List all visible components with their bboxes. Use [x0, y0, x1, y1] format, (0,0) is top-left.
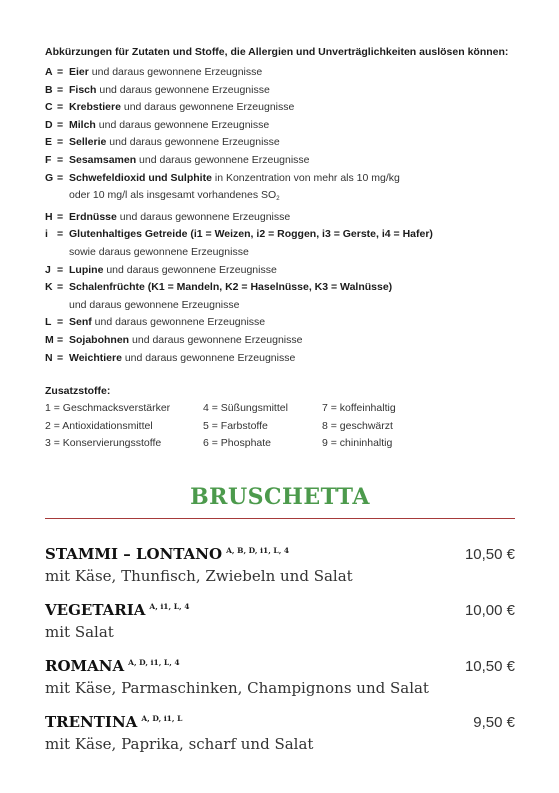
equals-sign: = [57, 171, 64, 184]
section-divider [45, 518, 515, 519]
allergen-desc [69, 64, 515, 82]
allergen-text: und daraus gewonnene Erzeugnisse [106, 136, 280, 149]
allergen-desc [69, 117, 515, 135]
allergen-text: und daraus gewonnene Erzeugnisse [91, 316, 266, 329]
additive-item: 3 = Konservierungsstoffe [45, 437, 162, 450]
allergen-code: B [45, 83, 53, 96]
allergen-row [45, 262, 515, 280]
equals-sign: = [57, 153, 64, 166]
allergen-name: Senf [69, 316, 92, 329]
allergen-desc [69, 350, 515, 368]
allergen-desc [69, 152, 515, 170]
allergen-text: und daraus gewonnene Erzeugnisse [103, 263, 277, 276]
allergen-desc [69, 314, 515, 332]
allergen-row [45, 117, 515, 135]
allergen-text: und daraus gewonnene Erzeugnisse [121, 351, 296, 364]
allergen-name: Schalenfrüchte (K1 = Mandeln, K2 = Haselnüsse, K3 = Walnüsse) [69, 281, 393, 294]
allergen-row [45, 99, 515, 117]
allergen-desc [69, 99, 515, 117]
allergen-code: K [45, 281, 53, 294]
allergen-desc [69, 82, 515, 100]
allergen-row [45, 152, 515, 170]
item-description: mit Käse, Thunfisch, Zwiebeln und Salat [45, 567, 353, 585]
item-allergen-codes: A, i1, L, 4 [149, 602, 190, 611]
allergen-text: in Konzentration von mehr als 10 mg/kg [211, 171, 400, 184]
allergen-code: H [45, 210, 53, 223]
additive-item: 6 = Phosphate [203, 437, 272, 450]
allergen-name: Sojabohnen [69, 333, 130, 346]
allergen-row [45, 64, 515, 82]
allergen-heading: Abkürzungen für Zutaten und Stoffe, die Allergien und Unverträglichkeiten auslösen können: [45, 46, 509, 58]
allergen-text: und daraus gewonnene Erzeugnisse [88, 66, 263, 78]
allergen-code: J [45, 263, 51, 276]
item-allergen-codes: A, D, i1, L, 4 [128, 658, 180, 667]
menu-item [45, 713, 515, 753]
allergen-text: und daraus gewonnene Erzeugnisse [129, 333, 303, 346]
item-price: 9,50 € [473, 714, 515, 731]
item-allergen-codes: A, D, i1, L [141, 714, 183, 723]
allergen-name: Fisch [69, 83, 97, 96]
allergen-text: und daraus gewonnene Erzeugnisse [120, 101, 295, 114]
allergen-text: und daraus gewonnene Erzeugnisse [136, 153, 310, 166]
allergen-continuation [45, 187, 515, 209]
allergen-code: i [45, 228, 48, 241]
additive-item: 2 = Antioxidationsmittel [45, 419, 153, 432]
equals-sign: = [57, 101, 64, 114]
additive-item: 7 = koffeinhaltig [322, 402, 396, 414]
allergen-code: D [45, 118, 53, 131]
allergen-name: Sesamsamen [69, 153, 137, 166]
allergen-desc [69, 262, 515, 280]
allergen-desc [69, 134, 515, 152]
allergen-name: Erdnüsse [69, 210, 117, 223]
allergen-desc [69, 170, 515, 188]
item-description: mit Käse, Paprika, scharf und Salat [45, 735, 314, 753]
equals-sign: = [57, 263, 64, 276]
additives-heading: Zusatzstoffe: [45, 385, 111, 397]
item-description: mit Salat [45, 623, 114, 641]
additive-item: 9 = chininhaltig [322, 437, 393, 450]
equals-sign: = [57, 210, 64, 223]
menu-item [45, 545, 515, 585]
menu-item [45, 657, 515, 697]
allergen-name: Eier [69, 66, 89, 78]
allergen-code: N [45, 351, 53, 364]
allergen-code: G [45, 171, 54, 184]
subscript: 2 [276, 196, 280, 203]
allergen-code: L [45, 316, 52, 329]
item-price: 10,00 € [464, 602, 515, 619]
item-allergen-codes: A, B, D, i1, L, 4 [226, 546, 290, 555]
item-price: 10,50 € [464, 658, 515, 675]
allergen-continuation: und daraus gewonnene Erzeugnisse [69, 298, 240, 311]
allergen-text: und daraus gewonnene Erzeugnisse [116, 210, 291, 223]
item-name: TRENTINA [45, 713, 138, 731]
additive-item: 1 = Geschmacksverstärker [45, 402, 171, 414]
additive-item: 5 = Farbstoffe [203, 419, 268, 432]
allergen-row [45, 332, 515, 350]
allergen-code: A [45, 66, 53, 78]
item-name: VEGETARIA [45, 601, 146, 619]
item-description: mit Käse, Parmaschinken, Champignons und Salat [45, 679, 429, 697]
allergen-name: Lupine [69, 263, 104, 276]
item-name: ROMANA [45, 657, 125, 675]
allergen-text: und daraus gewonnene Erzeugnisse [96, 83, 270, 96]
equals-sign: = [57, 316, 64, 329]
item-price: 10,50 € [464, 546, 515, 563]
allergen-row [45, 209, 515, 227]
allergen-row [45, 226, 515, 244]
equals-sign: = [57, 228, 64, 241]
allergen-desc [69, 279, 515, 297]
allergen-row [45, 170, 515, 188]
item-name: STAMMI – LONTANO [45, 545, 223, 563]
additives-grid [45, 400, 442, 453]
menu-item [45, 601, 515, 641]
equals-sign: = [57, 281, 64, 294]
allergen-row [45, 314, 515, 332]
allergen-continuation-text: oder 10 mg/l als insgesamt vorhandenes SO [69, 189, 277, 202]
allergen-text: und daraus gewonnene Erzeugnisse [95, 118, 270, 131]
equals-sign: = [57, 351, 64, 364]
allergen-code: E [45, 136, 53, 149]
allergen-name: Schwefeldioxid und Sulphite [69, 171, 212, 184]
additive-item: 8 = geschwärzt [322, 419, 393, 432]
allergen-name: Glutenhaltiges Getreide (i1 = Weizen, i2 = Roggen, i3 = Gerste, i4 = Hafer) [69, 228, 433, 241]
equals-sign: = [57, 333, 64, 346]
equals-sign: = [57, 83, 64, 96]
equals-sign: = [57, 136, 64, 149]
allergen-continuation: sowie daraus gewonnene Erzeugnisse [69, 245, 249, 258]
allergen-name: Milch [69, 118, 96, 131]
equals-sign: = [57, 66, 64, 78]
allergen-code: M [45, 333, 54, 346]
allergen-row [45, 82, 515, 100]
allergen-code: C [45, 101, 53, 114]
allergen-name: Krebstiere [69, 101, 121, 114]
allergen-desc [69, 209, 515, 227]
additive-item: 4 = Süßungsmittel [203, 402, 288, 414]
allergen-code: F [45, 153, 52, 166]
allergen-desc [69, 226, 515, 244]
allergen-name: Sellerie [69, 136, 107, 149]
allergen-desc [69, 332, 515, 350]
allergen-list [45, 64, 515, 367]
allergen-name: Weichtiere [69, 351, 122, 364]
equals-sign: = [57, 118, 64, 131]
section-title: BRUSCHETTA [190, 484, 370, 510]
allergen-row [45, 350, 515, 368]
allergen-row [45, 279, 515, 297]
allergen-row [45, 134, 515, 152]
